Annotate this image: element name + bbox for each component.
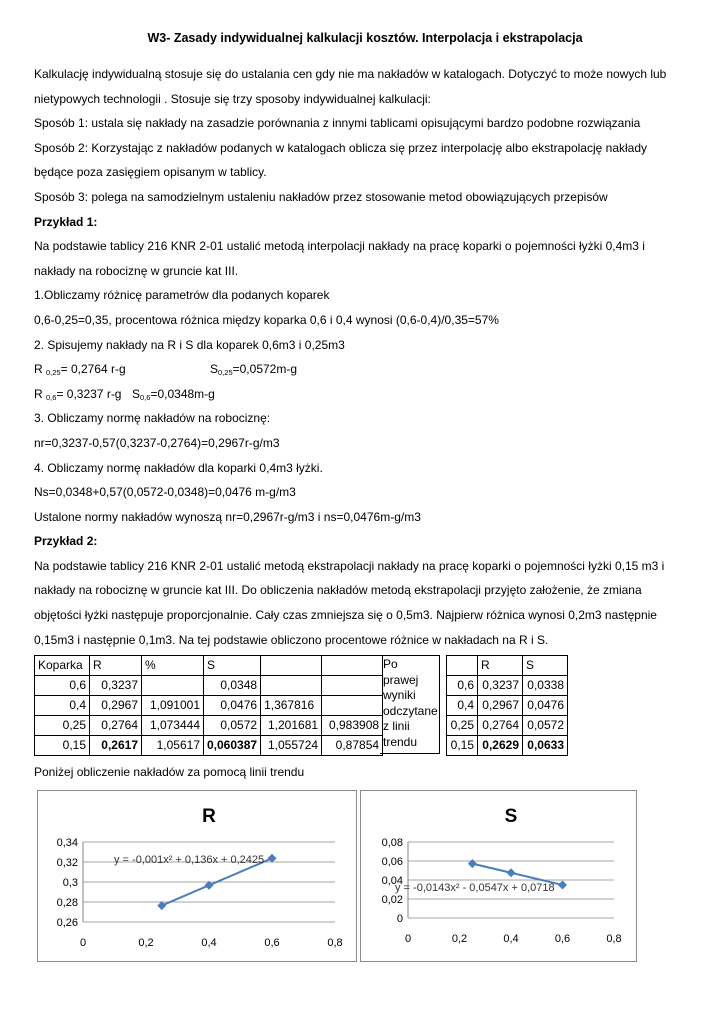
y-tick-label: 0,32	[56, 857, 78, 869]
method-3: Sposób 3: polega na samodzielnym ustaleniu nakładów przez stosowanie metod obowiązujących przepisów	[34, 189, 608, 204]
table-cell: 0,25	[35, 716, 90, 736]
example-1-line: nr=0,3237-0,57(0,3237-0,2764)=0,2967r-g/m3	[34, 435, 280, 450]
table-cell: 0,060387	[204, 736, 261, 756]
x-tick-label: 0,2	[451, 933, 468, 945]
table-cell: 0,6	[35, 676, 90, 696]
table-cell: 1,05617	[142, 736, 204, 756]
table-header-cell: R	[90, 656, 142, 676]
y-tick-label: 0,02	[381, 894, 403, 906]
table-cell	[322, 676, 383, 696]
table-row	[447, 676, 568, 696]
method-1: Sposób 1: ustala się nakłady na zasadzie porównania z innymi tablicami opisującymi bardzo podobne rozwiązania	[34, 116, 641, 131]
table-cell: 1,201681	[261, 716, 322, 736]
example-1-line: 4. Obliczamy normę nakładów dla koparki 0,4m3 łyżki.	[34, 460, 323, 475]
table-row	[447, 696, 568, 716]
y-tick-label: 0,06	[381, 856, 403, 868]
x-tick-label: 0,6	[554, 933, 571, 945]
x-tick-label: 0	[79, 937, 87, 949]
table-header-cell	[447, 656, 478, 676]
table-cell: 0,0476	[204, 696, 261, 716]
data-point	[468, 859, 477, 868]
x-tick-label: 0,4	[201, 937, 217, 949]
table-cell: 0,25	[447, 716, 478, 736]
table-cell: 0,6	[447, 676, 478, 696]
example-2-line: 0,15m3 i następnie 0,1m3. Na tej podstawie obliczono procentowe różnice w nakładach na R i S.	[34, 632, 549, 647]
table-header-row	[35, 656, 383, 676]
table-header-cell: Koparka	[35, 656, 90, 676]
table-cell: 1,055724	[261, 736, 322, 756]
table-cell: 0,2967	[478, 696, 523, 716]
table-cell: 0,15	[447, 736, 478, 756]
table-cell: 0,3237	[478, 676, 523, 696]
table-cell: 0,2617	[90, 736, 142, 756]
y-tick-label: 0,04	[381, 875, 403, 887]
table-cell: 0,4	[447, 696, 478, 716]
table-cell: 1,367816	[261, 696, 322, 716]
table-cell	[142, 676, 204, 696]
chart-s-svg	[361, 791, 636, 961]
trendline-equation: y = -0,0143x² - 0,0547x + 0,0718	[395, 882, 555, 894]
chart-title: S	[504, 806, 518, 827]
document-body	[34, 30, 696, 652]
y-tick-label: 0,3	[62, 877, 78, 889]
table-cell: 0,3237	[90, 676, 142, 696]
x-tick-label: 0,4	[503, 933, 519, 945]
table-cell: 1,091001	[142, 696, 204, 716]
method-2a: Sposób 2: Korzystając z nakładów podanych w katalogach oblicza się przez interpolację albo ekstrapolację nakłady	[34, 140, 648, 155]
table-cell: 0,2764	[90, 716, 142, 736]
table-cell: 0,4	[35, 696, 90, 716]
charts-caption: Poniżej obliczenie nakładów za pomocą linii trendu	[34, 765, 305, 779]
x-tick-label: 0,8	[606, 933, 622, 945]
table-cell: 1,073444	[142, 716, 204, 736]
intro-line-2: nietypowych technologii . Stosuje się trzy sposoby indywidualnej kalkulacji:	[34, 91, 431, 106]
example-1-line: nakłady na robociznę w gruncie kat III.	[34, 263, 239, 278]
y-tick-label: 0	[396, 913, 403, 925]
table-row	[35, 676, 383, 696]
y-tick-label: 0,28	[56, 897, 78, 909]
table-cell: 0,2629	[478, 736, 523, 756]
x-tick-label: 0	[404, 933, 412, 945]
table-header-cell	[322, 656, 383, 676]
intro-line-1: Kalkulację indywidualną stosuje się do ustalania cen gdy nie ma nakładów w katalogach. Dotyczyć to może nowych lub	[34, 67, 667, 81]
example-2-line: objętości łyżki następuje proporcjonalnie. Cały czas zmniejsza się o 0,5m3. Najpierw różnica wynosi 0,2m3 następnie	[34, 608, 657, 623]
table-cell: 0,0348	[204, 676, 261, 696]
table-row	[35, 696, 383, 716]
chart-r-svg	[38, 791, 356, 961]
example-1-line: 1.Obliczamy różnicę parametrów dla podanych koparek	[34, 288, 330, 303]
table-cell: 0,87854	[322, 736, 383, 756]
data-point	[268, 854, 277, 863]
example-2-line: Na podstawie tablicy 216 KNR 2-01 ustalić metodą ekstrapolacji nakłady na pracę koparki o pojemności łyżki 0,15 m3 i	[34, 558, 665, 573]
table-row	[447, 716, 568, 736]
chart-s	[360, 790, 637, 962]
value-line-r025-s025	[34, 357, 696, 382]
table-cell	[261, 676, 322, 696]
table-header-cell: %	[142, 656, 204, 676]
table-cell: 0,0476	[523, 696, 568, 716]
data-point	[157, 901, 166, 910]
table-header-cell: S	[523, 656, 568, 676]
example-2-heading: Przykład 2:	[34, 534, 98, 549]
method-2b: będące poza zasięgiem opisanym w tablicy.	[34, 165, 267, 180]
example-1-line: 0,6-0,25=0,35, procentowa różnica między koparka 0,6 i 0,4 wynosi (0,6-0,4)/0,35=57%	[34, 312, 499, 327]
example-1-heading: Przykład 1:	[34, 214, 98, 229]
table-row	[35, 736, 383, 756]
y-tick-label: 0,34	[56, 837, 78, 849]
example-1-line: 3. Obliczamy normę nakładów na robociznę:	[34, 411, 271, 426]
value-line-r06-s06	[34, 382, 696, 407]
table-cell	[322, 696, 383, 716]
page-title: W3- Zasady indywidualnej kalkulacji kosztów. Interpolacja i ekstrapolacja	[147, 31, 583, 45]
x-tick-label: 0,2	[138, 937, 154, 949]
table-header-cell: R	[478, 656, 523, 676]
table-cell: 0,983908	[322, 716, 383, 736]
trendline-results-table	[446, 655, 568, 756]
table-header-cell: S	[204, 656, 261, 676]
s025-value: $S_{0,25}=0,0572m-g$	[210, 362, 298, 378]
table-row	[447, 736, 568, 756]
table-cell: 0,0572	[523, 716, 568, 736]
example-2-line: nakłady na robociznę w gruncie kat III. Do obliczenia nakładów metodą ekstrapolacji przyjęto założenie, że zmiana	[34, 583, 642, 598]
r06-value: R $_{0,6}$= 0,3237 r-g	[34, 386, 122, 402]
chart-r	[37, 790, 357, 962]
data-point	[558, 880, 567, 889]
table-cell: 0,0633	[523, 736, 568, 756]
example-1-line: Ustalone normy nakładów wynoszą nr=0,2967r-g/m3 i ns=0,0476m-g/m3	[34, 509, 421, 524]
x-tick-label: 0,6	[264, 937, 280, 949]
example-1-line: 2. Spisujemy nakłady na R i S dla koparek 0,6m3 i 0,25m3	[34, 337, 345, 352]
trendline-note: Po prawej wyniki odczytane z linii trendu	[380, 655, 440, 754]
example-1-line: Na podstawie tablicy 216 KNR 2-01 ustalić metodą interpolacji nakłady na pracę koparki o pojemności łyżki 0,4m3 i	[34, 239, 645, 254]
data-point	[507, 868, 516, 877]
excavator-table	[34, 655, 383, 756]
table-header-row	[447, 656, 568, 676]
table-cell: 0,2764	[478, 716, 523, 736]
y-tick-label: 0,08	[381, 837, 403, 849]
table-cell: 0,0338	[523, 676, 568, 696]
example-1-line: Ns=0,0348+0,57(0,0572-0,0348)=0,0476 m-g/m3	[34, 485, 296, 500]
table-header-cell	[261, 656, 322, 676]
trendline-equation: y = -0,001x² + 0,136x + 0,2425	[114, 854, 265, 866]
table-cell: 0,15	[35, 736, 90, 756]
s06-value: $S_{0,6}=0,0348m-g$	[132, 386, 215, 402]
chart-title: R	[202, 806, 216, 827]
r025-value: R $_{0,25}$= 0,2764 r-g	[34, 362, 126, 378]
x-tick-label: 0,8	[327, 937, 343, 949]
y-tick-label: 0,26	[56, 917, 78, 929]
table-cell: 0,2967	[90, 696, 142, 716]
table-row	[35, 716, 383, 736]
table-cell: 0,0572	[204, 716, 261, 736]
